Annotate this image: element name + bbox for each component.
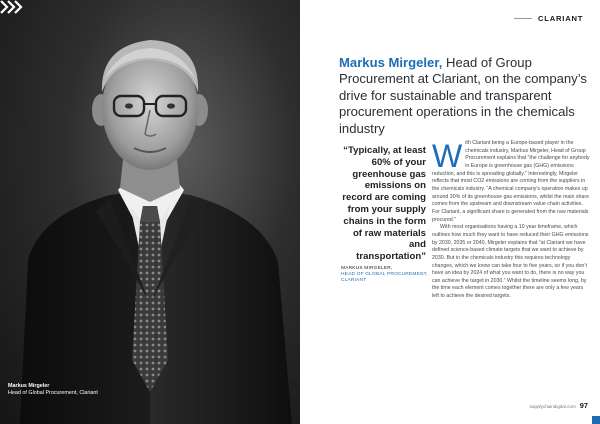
page-footer [530, 401, 588, 410]
photo-caption [8, 383, 118, 398]
headline-text: Head of Group Procurement at Clariant, on the company’s drive for sustainable and transparent procurement operations in the chemicals industry [339, 55, 587, 136]
article-body [432, 140, 590, 301]
caption-role: Head of Global Procurement, Clariant [8, 390, 98, 397]
footer-url: supplychaindigital.com [529, 404, 576, 409]
brand-header [514, 11, 600, 25]
body-paragraph-1 [432, 140, 590, 224]
body-paragraph-2: With most organisations having a 10 year timeframe, which outlines how much they want to have reduced their GHG emissions by 2030, 2035 or 2040, Mirgeler explains that “at Clariant we have defined science-based climate targets that we want to achieve by 2030. But in the chemicals industry this requires technology changes, which we know can take four to five years, so if you don’t have an idea by 2024 of what you want to do, there is no way you can achieve the target in 2030.” Whilst the timeline seems long, by the time each element comes together there are only a few years left to achieve the desired targets. [432, 224, 589, 300]
brand-name: CLARIANT [538, 13, 584, 23]
corner-accent [592, 416, 600, 424]
drop-cap: W [432, 138, 463, 174]
article-headline [339, 55, 589, 137]
quote-attribution [341, 266, 431, 285]
quote-attribution-name: MARKUS MIRGELER, [341, 266, 393, 271]
paragraph-1-text: ith Clariant being a Europe-based player in the chemicals industry, Markus Mirgeler, Head of Group Procurement explains that “the challenge for anybody in Europe is greenhouse gas (GHG) emissions reduction, and this is spreading globally.” Interestingly, Mirgeler reflects that most CO2 emissions are coming from the suppliers in the chemicals industry. “A chemical company’s operation makes up around 30% of its greenhouse gas emissions, whilst the main share comes from the upstream and downstream value chain activities. For Clariant, a significant share is generated from the raw materials procured.” [432, 140, 590, 223]
pull-quote: “Typically, at least 60% of your greenhouse gas emissions on record are coming from your supply chains in the form of raw materials and transportation” [342, 145, 426, 263]
quote-attribution-role: HEAD OF GLOBAL PROCUREMENT, CLARIANT [341, 272, 428, 284]
headline-name: Markus Mirgeler, [339, 55, 443, 70]
page-number: 97 [579, 401, 588, 410]
header-rule [514, 18, 532, 19]
chevrons-icon [0, 0, 26, 14]
caption-name: Markus Mirgeler [8, 383, 50, 389]
